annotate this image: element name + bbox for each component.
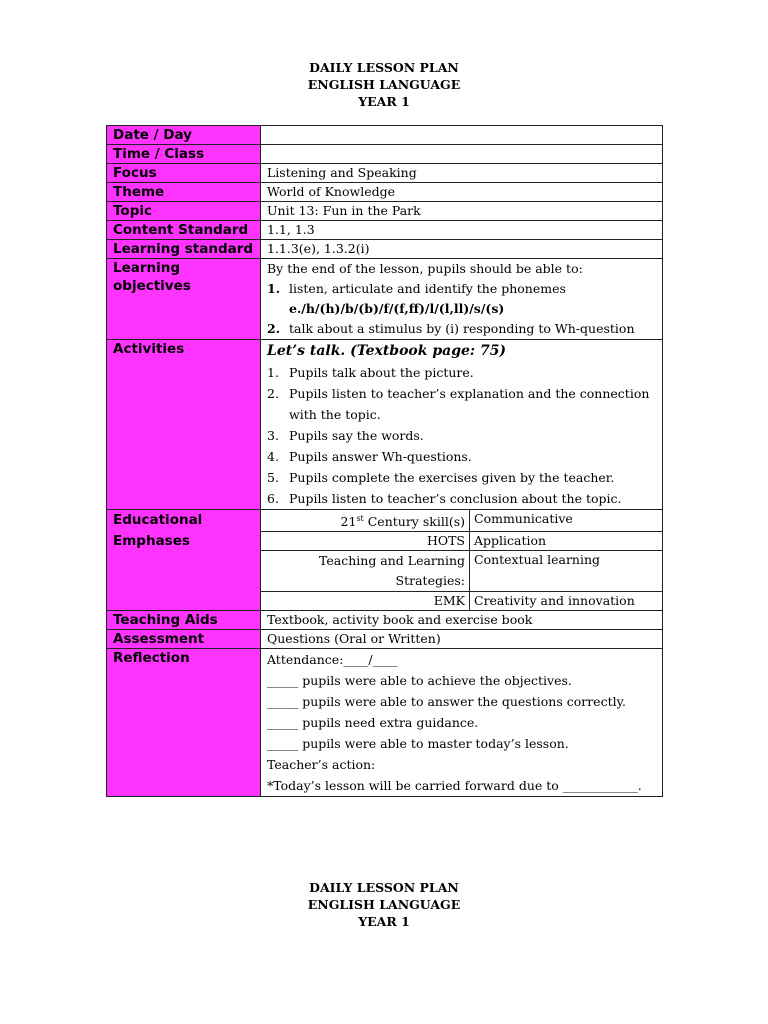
reflection-line: Attendance:____/____ [267,652,398,668]
label-learning-objectives: Learning objectives [107,259,261,340]
activity-item [267,467,662,488]
objective-text: talk about a stimulus by (i) responding to Wh-question [289,321,635,336]
activity-item [267,488,662,509]
activities-list [267,362,662,509]
row-activities [107,340,663,510]
row-reflection [107,649,663,797]
row-learning-standard [107,240,663,259]
value-topic: Unit 13: Fun in the Park [261,202,663,221]
emphases-label-line2: Emphases [113,533,190,549]
emphases-label-line1: Educational [113,512,203,528]
heading-year: YEAR 1 [358,914,410,929]
reflection-line: _____ pupils were able to answer the questions correctly. [267,694,626,710]
label-date-day: Date / Day [107,126,261,145]
reflection-line: _____ pupils were able to master today’s lesson. [267,736,569,752]
hots-value: Application [470,532,663,551]
activity-item [267,362,662,383]
label-educational-emphases [107,510,261,611]
document-heading [0,59,768,110]
value-learning-objectives [261,259,663,340]
value-content-standard: 1.1, 1.3 [261,221,663,240]
activity-number: 3. [267,428,279,443]
activity-number: 1. [267,365,279,380]
objective-text: listen, articulate and identify the phonemes [289,281,566,296]
emk-value: Creativity and innovation [470,592,663,611]
emphases-row [261,510,662,532]
century-skill-key: 21st Century skill(s) [261,510,470,532]
row-time-class [107,145,663,164]
objective-item [267,319,662,339]
activity-number: 5. [267,470,279,485]
objective-number: 1. [267,281,281,296]
lesson-plan-table [106,125,663,797]
row-teaching-aids [107,611,663,630]
objective-item [267,279,662,319]
activity-text: Pupils listen to teacher’s conclusion about the topic. [289,491,622,506]
tl-strategies-key: Teaching and Learning Strategies: [261,551,470,592]
label-focus: Focus [107,164,261,183]
objective-number: 2. [267,321,281,336]
reflection-line: _____ pupils need extra guidance. [267,715,479,731]
value-theme: World of Knowledge [261,183,663,202]
activity-text: Pupils answer Wh-questions. [289,449,472,464]
heading-subject: ENGLISH LANGUAGE [307,77,461,92]
heading-year: YEAR 1 [358,94,410,109]
emk-key: EMK [261,592,470,611]
activity-text: Pupils listen to teacher’s explanation and the connection with the topic. [289,386,650,422]
emphases-table [261,510,662,610]
value-learning-standard: 1.1.3(e), 1.3.2(i) [261,240,663,259]
label-teaching-aids: Teaching Aids [107,611,261,630]
objective-phonemes: e./h/(h)/b/(b)/f/(f,ff)/l/(l,ll)/s/(s) [289,301,505,316]
value-activities [261,340,663,510]
emphases-row [261,551,662,592]
activity-item [267,383,662,425]
reflection-line: _____ pupils were able to achieve the objectives. [267,673,572,689]
document-heading-repeat [0,879,768,930]
heading-title: DAILY LESSON PLAN [309,880,459,895]
emphases-row [261,592,662,611]
row-learning-objectives [107,259,663,340]
activity-item [267,425,662,446]
label-time-class: Time / Class [107,145,261,164]
label-reflection: Reflection [107,649,261,797]
emphases-row [261,532,662,551]
century-skill-value: Communicative [470,510,663,532]
label-content-standard: Content Standard [107,221,261,240]
activity-item [267,446,662,467]
activity-text: Pupils say the words. [289,428,424,443]
heading-title: DAILY LESSON PLAN [309,60,459,75]
value-focus: Listening and Speaking [261,164,663,183]
value-teaching-aids: Textbook, activity book and exercise book [261,611,663,630]
row-content-standard [107,221,663,240]
heading-subject: ENGLISH LANGUAGE [307,897,461,912]
value-assessment: Questions (Oral or Written) [261,630,663,649]
activity-text: Pupils talk about the picture. [289,365,474,380]
row-assessment [107,630,663,649]
value-educational-emphases [261,510,663,611]
row-date-day [107,126,663,145]
activity-number: 4. [267,449,279,464]
row-focus [107,164,663,183]
row-theme [107,183,663,202]
value-reflection [261,649,663,797]
tl-strategies-value: Contextual learning [470,551,663,592]
value-date-day [261,126,663,145]
reflection-line: Teacher’s action: [267,757,376,773]
row-topic [107,202,663,221]
reflection-line: *Today’s lesson will be carried forward due to ____________. [267,778,642,794]
row-educational-emphases [107,510,663,611]
activity-number: 6. [267,491,279,506]
objectives-intro: By the end of the lesson, pupils should be able to: [267,261,583,276]
activity-text: Pupils complete the exercises given by the teacher. [289,470,615,485]
activities-title: Let’s talk. (Textbook page: 75) [267,343,507,359]
activity-number: 2. [267,386,279,401]
label-theme: Theme [107,183,261,202]
label-assessment: Assessment [107,630,261,649]
label-topic: Topic [107,202,261,221]
label-activities: Activities [107,340,261,510]
hots-key: HOTS [261,532,470,551]
label-learning-standard: Learning standard [107,240,261,259]
value-time-class [261,145,663,164]
